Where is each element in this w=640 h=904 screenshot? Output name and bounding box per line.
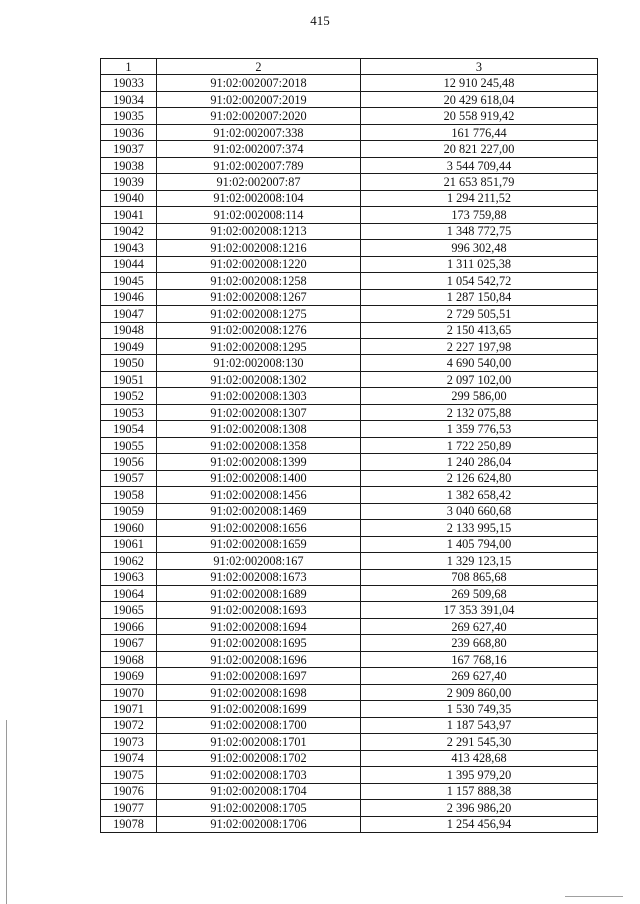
table-row — [101, 240, 598, 256]
cadastral-id-cell: 91:02:002008:1699 — [157, 701, 361, 717]
row-number-cell: 19044 — [101, 256, 157, 272]
row-number-cell: 19057 — [101, 470, 157, 486]
table-row — [101, 701, 598, 717]
value-cell: 3 040 660,68 — [361, 503, 598, 519]
cadastral-id-cell: 91:02:002008:1302 — [157, 371, 361, 387]
row-number-cell: 19043 — [101, 240, 157, 256]
value-cell: 239 668,80 — [361, 635, 598, 651]
value-cell: 299 586,00 — [361, 388, 598, 404]
cadastral-id-cell: 91:02:002008:1276 — [157, 322, 361, 338]
row-number-cell: 19047 — [101, 306, 157, 322]
table-row — [101, 470, 598, 486]
cadastral-id-cell: 91:02:002007:87 — [157, 174, 361, 190]
cadastral-id-cell: 91:02:002008:1703 — [157, 767, 361, 783]
row-number-cell: 19066 — [101, 618, 157, 634]
row-number-cell: 19076 — [101, 783, 157, 799]
table-row — [101, 207, 598, 223]
row-number-cell: 19065 — [101, 602, 157, 618]
table-row — [101, 322, 598, 338]
value-cell: 1 722 250,89 — [361, 437, 598, 453]
table-row — [101, 520, 598, 536]
cadastral-id-cell: 91:02:002008:1275 — [157, 306, 361, 322]
table-row — [101, 800, 598, 816]
value-cell: 269 627,40 — [361, 668, 598, 684]
row-number-cell: 19039 — [101, 174, 157, 190]
cadastral-id-cell: 91:02:002008:1213 — [157, 223, 361, 239]
row-number-cell: 19074 — [101, 750, 157, 766]
row-number-cell: 19040 — [101, 190, 157, 206]
table-row — [101, 684, 598, 700]
table-row — [101, 338, 598, 354]
value-cell: 20 558 919,42 — [361, 108, 598, 124]
value-cell: 17 353 391,04 — [361, 602, 598, 618]
table-header-row — [101, 59, 598, 75]
cadastral-id-cell: 91:02:002008:1220 — [157, 256, 361, 272]
value-cell: 1 187 543,97 — [361, 717, 598, 733]
cadastral-id-cell: 91:02:002008:1358 — [157, 437, 361, 453]
value-cell: 996 302,48 — [361, 240, 598, 256]
table-row — [101, 223, 598, 239]
value-cell: 1 395 979,20 — [361, 767, 598, 783]
row-number-cell: 19069 — [101, 668, 157, 684]
cadastral-id-cell: 91:02:002007:2020 — [157, 108, 361, 124]
cadastral-id-cell: 91:02:002008:1303 — [157, 388, 361, 404]
table-row — [101, 256, 598, 272]
cadastral-id-cell: 91:02:002008:1656 — [157, 520, 361, 536]
cadastral-id-cell: 91:02:002008:1696 — [157, 651, 361, 667]
value-cell: 173 759,88 — [361, 207, 598, 223]
value-cell: 413 428,68 — [361, 750, 598, 766]
row-number-cell: 19046 — [101, 289, 157, 305]
table-row — [101, 91, 598, 107]
value-cell: 2 396 986,20 — [361, 800, 598, 816]
value-cell: 1 254 456,94 — [361, 816, 598, 832]
cadastral-id-cell: 91:02:002008:1307 — [157, 404, 361, 420]
table-row — [101, 371, 598, 387]
cadastral-id-cell: 91:02:002008:1701 — [157, 734, 361, 750]
row-number-cell: 19059 — [101, 503, 157, 519]
cadastral-id-cell: 91:02:002008:1456 — [157, 487, 361, 503]
row-number-cell: 19050 — [101, 355, 157, 371]
value-cell: 1 382 658,42 — [361, 487, 598, 503]
table-row — [101, 668, 598, 684]
value-cell: 1 329 123,15 — [361, 553, 598, 569]
value-cell: 161 776,44 — [361, 124, 598, 140]
value-cell: 2 126 624,80 — [361, 470, 598, 486]
row-number-cell: 19033 — [101, 75, 157, 91]
table-row — [101, 734, 598, 750]
cadastral-id-cell: 91:02:002008:1706 — [157, 816, 361, 832]
table-row — [101, 767, 598, 783]
value-cell: 1 348 772,75 — [361, 223, 598, 239]
row-number-cell: 19042 — [101, 223, 157, 239]
table-body — [101, 75, 598, 833]
cadastral-value-table — [100, 58, 598, 833]
table-row — [101, 586, 598, 602]
cadastral-id-cell: 91:02:002007:2018 — [157, 75, 361, 91]
row-number-cell: 19072 — [101, 717, 157, 733]
row-number-cell: 19068 — [101, 651, 157, 667]
table-row — [101, 306, 598, 322]
value-cell: 1 530 749,35 — [361, 701, 598, 717]
value-cell: 1 157 888,38 — [361, 783, 598, 799]
table-row — [101, 388, 598, 404]
cadastral-id-cell: 91:02:002007:789 — [157, 157, 361, 173]
value-cell: 4 690 540,00 — [361, 355, 598, 371]
table-row — [101, 404, 598, 420]
cadastral-id-cell: 91:02:002008:1216 — [157, 240, 361, 256]
row-number-cell: 19055 — [101, 437, 157, 453]
cadastral-id-cell: 91:02:002008:104 — [157, 190, 361, 206]
table-row — [101, 289, 598, 305]
table-row — [101, 536, 598, 552]
table-row — [101, 717, 598, 733]
value-cell: 2 132 075,88 — [361, 404, 598, 420]
cadastral-id-cell: 91:02:002008:1673 — [157, 569, 361, 585]
cadastral-id-cell: 91:02:002008:1469 — [157, 503, 361, 519]
cadastral-id-cell: 91:02:002008:130 — [157, 355, 361, 371]
row-number-cell: 19078 — [101, 816, 157, 832]
table-row — [101, 503, 598, 519]
cadastral-id-cell: 91:02:002008:167 — [157, 553, 361, 569]
value-cell: 2 909 860,00 — [361, 684, 598, 700]
table-row — [101, 355, 598, 371]
value-cell: 1 054 542,72 — [361, 273, 598, 289]
table-row — [101, 750, 598, 766]
row-number-cell: 19038 — [101, 157, 157, 173]
table-row — [101, 783, 598, 799]
table-row — [101, 569, 598, 585]
table-row — [101, 437, 598, 453]
value-cell: 1 311 025,38 — [361, 256, 598, 272]
table-row — [101, 487, 598, 503]
value-cell: 21 653 851,79 — [361, 174, 598, 190]
table-row — [101, 124, 598, 140]
row-number-cell: 19071 — [101, 701, 157, 717]
cadastral-id-cell: 91:02:002008:1695 — [157, 635, 361, 651]
table-row — [101, 273, 598, 289]
row-number-cell: 19058 — [101, 487, 157, 503]
cadastral-id-cell: 91:02:002007:338 — [157, 124, 361, 140]
cadastral-id-cell: 91:02:002008:1308 — [157, 421, 361, 437]
row-number-cell: 19049 — [101, 338, 157, 354]
margin-scan-line — [6, 720, 7, 904]
cadastral-id-cell: 91:02:002007:2019 — [157, 91, 361, 107]
cadastral-id-cell: 91:02:002008:1693 — [157, 602, 361, 618]
cadastral-id-cell: 91:02:002008:1700 — [157, 717, 361, 733]
cadastral-id-cell: 91:02:002008:1702 — [157, 750, 361, 766]
row-number-cell: 19067 — [101, 635, 157, 651]
row-number-cell: 19075 — [101, 767, 157, 783]
value-cell: 167 768,16 — [361, 651, 598, 667]
value-cell: 2 150 413,65 — [361, 322, 598, 338]
footer-scan-mark — [565, 896, 623, 897]
row-number-cell: 19037 — [101, 141, 157, 157]
table-row — [101, 141, 598, 157]
table-row — [101, 635, 598, 651]
value-cell: 12 910 245,48 — [361, 75, 598, 91]
row-number-cell: 19056 — [101, 454, 157, 470]
cadastral-id-cell: 91:02:002008:1705 — [157, 800, 361, 816]
cadastral-id-cell: 91:02:002008:1697 — [157, 668, 361, 684]
value-cell: 708 865,68 — [361, 569, 598, 585]
table-row — [101, 618, 598, 634]
row-number-cell: 19070 — [101, 684, 157, 700]
cadastral-id-cell: 91:02:002008:1399 — [157, 454, 361, 470]
row-number-cell: 19061 — [101, 536, 157, 552]
cadastral-id-cell: 91:02:002008:1689 — [157, 586, 361, 602]
row-number-cell: 19034 — [101, 91, 157, 107]
value-cell: 1 240 286,04 — [361, 454, 598, 470]
value-cell: 1 405 794,00 — [361, 536, 598, 552]
cadastral-id-cell: 91:02:002008:1258 — [157, 273, 361, 289]
table-row — [101, 157, 598, 173]
cadastral-id-cell: 91:02:002008:1400 — [157, 470, 361, 486]
row-number-cell: 19045 — [101, 273, 157, 289]
table-row — [101, 108, 598, 124]
value-cell: 2 133 995,15 — [361, 520, 598, 536]
row-number-cell: 19054 — [101, 421, 157, 437]
column-header-value: 3 — [361, 59, 598, 75]
row-number-cell: 19051 — [101, 371, 157, 387]
value-cell: 2 097 102,00 — [361, 371, 598, 387]
row-number-cell: 19073 — [101, 734, 157, 750]
cadastral-id-cell: 91:02:002008:1698 — [157, 684, 361, 700]
value-cell: 1 287 150,84 — [361, 289, 598, 305]
cadastral-id-cell: 91:02:002008:1659 — [157, 536, 361, 552]
table-row — [101, 816, 598, 832]
row-number-cell: 19052 — [101, 388, 157, 404]
column-header-cadastral-id: 2 — [157, 59, 361, 75]
row-number-cell: 19060 — [101, 520, 157, 536]
table-row — [101, 553, 598, 569]
cadastral-id-cell: 91:02:002008:114 — [157, 207, 361, 223]
value-cell: 2 227 197,98 — [361, 338, 598, 354]
value-cell: 1 359 776,53 — [361, 421, 598, 437]
row-number-cell: 19053 — [101, 404, 157, 420]
cadastral-id-cell: 91:02:002007:374 — [157, 141, 361, 157]
row-number-cell: 19035 — [101, 108, 157, 124]
row-number-cell: 19064 — [101, 586, 157, 602]
cadastral-id-cell: 91:02:002008:1694 — [157, 618, 361, 634]
value-cell: 269 627,40 — [361, 618, 598, 634]
value-cell: 269 509,68 — [361, 586, 598, 602]
row-number-cell: 19077 — [101, 800, 157, 816]
table-row — [101, 174, 598, 190]
row-number-cell: 19041 — [101, 207, 157, 223]
page-number: 415 — [310, 13, 330, 28]
row-number-cell: 19048 — [101, 322, 157, 338]
cadastral-id-cell: 91:02:002008:1295 — [157, 338, 361, 354]
table-row — [101, 75, 598, 91]
table-row — [101, 190, 598, 206]
row-number-cell: 19062 — [101, 553, 157, 569]
value-cell: 20 429 618,04 — [361, 91, 598, 107]
value-cell: 20 821 227,00 — [361, 141, 598, 157]
value-cell: 2 729 505,51 — [361, 306, 598, 322]
cadastral-id-cell: 91:02:002008:1267 — [157, 289, 361, 305]
table-row — [101, 421, 598, 437]
cadastral-id-cell: 91:02:002008:1704 — [157, 783, 361, 799]
value-cell: 1 294 211,52 — [361, 190, 598, 206]
table-row — [101, 454, 598, 470]
table-row — [101, 602, 598, 618]
value-cell: 2 291 545,30 — [361, 734, 598, 750]
value-cell: 3 544 709,44 — [361, 157, 598, 173]
table-row — [101, 651, 598, 667]
row-number-cell: 19063 — [101, 569, 157, 585]
row-number-cell: 19036 — [101, 124, 157, 140]
column-header-number: 1 — [101, 59, 157, 75]
